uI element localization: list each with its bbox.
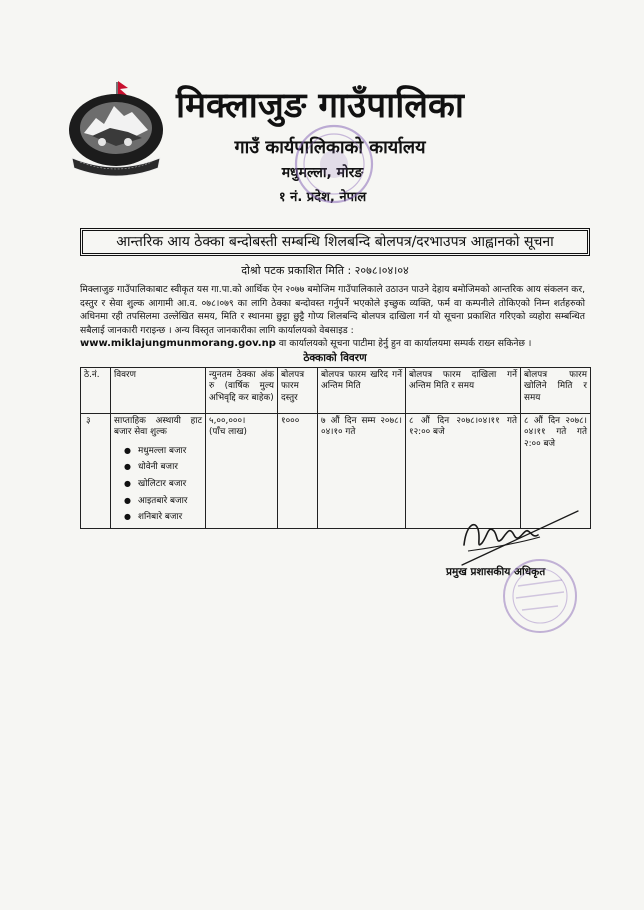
market-name: आइतबारे बजार (138, 495, 188, 506)
notice-body-end: वा कार्यालयको सूचना पाटीमा हेर्नु हुन वा कार्यालयमा सम्पर्क राख्न सकिनेछ । (278, 338, 532, 350)
market-name: खोलिटार बजार (138, 479, 187, 490)
table-header-row (81, 368, 591, 414)
header-purchase-deadline: बोलपत्र फारम खरिद गर्ने अन्तिम मिति (318, 368, 406, 414)
market-name: मधुमल्ला बजार (138, 445, 187, 456)
market-name: धोवेनी बजार (138, 462, 178, 473)
list-item (124, 493, 202, 510)
office-stamp-bottom (488, 556, 584, 634)
bullet-icon: ● (124, 512, 131, 522)
office-name: गाउँ कार्यपालिकाको कार्यालय (234, 137, 426, 158)
website-url: www.miklajungmunmorang.gov.np (80, 338, 276, 350)
publish-date-line: दोश्रो पटक प्रकाशित मिति : २०७८।०४।०४ (241, 264, 409, 277)
header-description: विवरण (111, 368, 206, 414)
cell-purchase-deadline: ७ औं दिन सम्म २०७८।०४।१० गते (318, 414, 406, 529)
list-item (124, 443, 202, 460)
header-min-amount: न्युनतम ठेक्का अंक रु (वार्षिक मुल्य अभिवृद्दि कर बाहेक) (206, 368, 278, 414)
cell-submission-deadline: ८ औं दिन २०७८।०४।११ गते १२:०० बजे (406, 414, 521, 529)
cell-description (111, 414, 206, 529)
market-list (114, 443, 202, 526)
cell-min-amount (206, 414, 278, 529)
table-caption: ठेक्काको विवरण (303, 352, 367, 364)
office-location: मधुमल्ला, मोरङ (281, 165, 364, 181)
notice-body (80, 283, 585, 351)
list-item (124, 459, 202, 476)
bullet-icon: ● (124, 462, 131, 472)
min-amount-value: ५,००,०००। (209, 416, 246, 426)
cell-number: ३ (81, 414, 111, 529)
cell-opening-date: ८ औं दिन २०७८।०४।११ गते गते २:०० बजे (521, 414, 591, 529)
notice-title: आन्तरिक आय ठेक्का बन्दोबस्ती सम्बन्धि शिलबन्दि बोलपत्र/दरभाउपत्र आह्वानको सूचना (80, 228, 590, 256)
nepal-emblem-icon (62, 78, 170, 180)
bullet-icon: ● (124, 495, 131, 505)
province-name: १ नं. प्रदेश, नेपाल (278, 190, 367, 205)
list-item (124, 509, 202, 526)
notice-body-text: मिक्लाजुङ गाउँपालिकाबाट स्वीकृत यस गा.पा.को आर्थिक ऐन २०७७ बमोजिम गाउँपालिकाले उठाउन पाउने देहाय बमोजिमको आन्तरिक आय संकलन कर, दस्तुर र सेवा शुल्क आगामी आ.व. ०७८।०७९ का लागि ठेक्का बन्दोवस्त गर्नुपर्ने भएकोले इच्छुक व्यक्ति, फर्म वा कम्पनीले तोकिएको निम्न शर्तहरुको अधिनमा रही तपसिलमा उल्लेखित समय, मिति र स्थानमा छुट्टा छुट्टै गोप्य शिलबन्दि बोलपत्र दाखिला गर्न यो सूचना प्रकाशित गरिएको व्यहोरा सम्बन्धित सबैलाई जानकारी गराइन्छ । अन्य विस्तृत जानकारीका लागि कार्यालयको वेबसाइड : (80, 284, 585, 336)
market-name: शनिबारे बजार (138, 512, 183, 523)
cell-form-fee: १००० (278, 414, 318, 529)
header-form-fee: बोलपत्र फारम दस्तुर (278, 368, 318, 414)
header-opening-date: बोलपत्र फारम खोलिने मिति र समय (521, 368, 591, 414)
description-title: साप्ताहिक अस्थायी हाट बजार सेवा शुल्क (114, 416, 202, 438)
header-number: ठे.नं. (81, 368, 111, 414)
header-submission-deadline: बोलपत्र फारम दाखिला गर्ने अन्तिम मिति र समय (406, 368, 521, 414)
bullet-icon: ● (124, 479, 131, 489)
signatory-designation: प्रमुख प्रशासकीय अधिकृत (446, 566, 546, 578)
municipality-title: मिक्लाजुङ गाउँपालिका (176, 86, 464, 126)
list-item (124, 476, 202, 493)
min-amount-words: (पाँच लाख) (209, 427, 247, 438)
office-stamp-top (292, 122, 376, 206)
bullet-icon: ● (124, 445, 131, 455)
